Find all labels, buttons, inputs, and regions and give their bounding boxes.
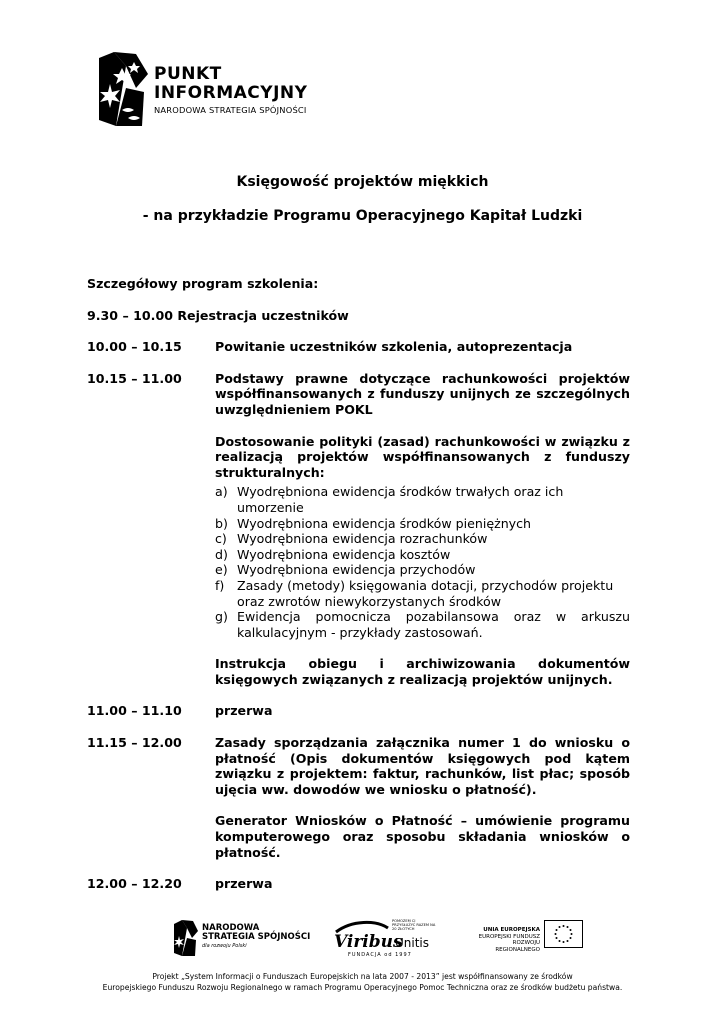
footer-note xyxy=(0,972,725,993)
nss-small-logo-icon xyxy=(172,920,200,956)
schedule-row xyxy=(87,735,630,860)
fundacja-text: FUNDACJA od 1997 xyxy=(348,952,412,958)
schedule-time: 10.15 – 11.00 xyxy=(87,370,182,386)
list-item: b) Wyodrębniona ewidencja środków pieniężnych xyxy=(215,515,532,531)
schedule-time: 12.00 – 12.20 xyxy=(87,876,182,892)
generator-text: Generator Wniosków o Płatność – umówienie programu komputerowego oraz sposobu składania wniosków o płatność. xyxy=(215,813,630,860)
list-item: g) Ewidencja pomocnicza pozabilansowa oraz w arkuszu kalkulacyjnym - przykłady zastosowań. xyxy=(215,609,630,640)
accounting-policy-text: Dostosowanie polityki (zasad) rachunkowości w związku z realizacją projektów współfinansowanych z funduszy strukturalnych: xyxy=(215,433,630,480)
logo-line-punkt: PUNKT xyxy=(154,64,222,84)
footer-note-line2: Europejskiego Funduszu Rozwoju Regionalnego w ramach Programu Operacyjnego Pomoc Techniczna oraz ze środków budżetu państwa. xyxy=(102,982,623,992)
list-item: d) Wyodrębniona ewidencja kosztów xyxy=(215,546,451,562)
schedule-time: 11.00 – 11.10 xyxy=(87,703,182,719)
list-item: f) Zasady (metody) księgowania dotacji, przychodów projektu oraz zwrotów niewykorzystanych środków xyxy=(215,577,614,609)
list-item: e) Wyodrębniona ewidencja przychodów xyxy=(215,562,476,578)
unitis-word: Unitis xyxy=(395,936,430,950)
schedule-time: 10.00 – 10.15 xyxy=(87,339,182,355)
schedule-time: 11.15 – 12.00 xyxy=(87,735,182,751)
topic-list xyxy=(215,484,630,640)
nss-small-logo-text: NARODOWA STRATEGIA SPÓJNOŚCI dla rozwoju Polski xyxy=(202,923,311,949)
punkt-informacyjny-logo xyxy=(96,52,336,127)
nss-logo-icon xyxy=(96,52,152,126)
schedule-row xyxy=(87,703,630,719)
registration-row: 9.30 – 10.00 Rejestracja uczestników xyxy=(87,307,349,323)
eu-flag-icon xyxy=(544,920,583,948)
schedule-text: Podstawy prawne dotyczące rachunkowości projektów współfinansowanych z funduszy unijnych ze szczególnych uwzględnieniem POKL xyxy=(215,370,630,417)
schedule-row xyxy=(87,371,630,688)
document-title: Księgowość projektów miękkich xyxy=(236,174,489,190)
viribus-word: Viribus xyxy=(334,932,403,952)
footer-note-line1: Projekt „System Informacji o Funduszach Europejskich na lata 2007 - 2013” jest współfinansowany ze środków xyxy=(152,972,573,981)
program-heading: Szczegółowy program szkolenia: xyxy=(87,276,319,291)
training-program xyxy=(87,276,630,908)
list-item: c) Wyodrębniona ewidencja rozrachunków xyxy=(215,531,488,547)
list-item: a) Wyodrębniona ewidencja środków trwałych oraz ich umorzenie xyxy=(215,484,564,515)
schedule-text: Powitanie uczestników szkolenia, autoprezentacja xyxy=(215,339,573,355)
footer-logos xyxy=(0,918,725,966)
schedule-text: Zasady sporządzania załącznika numer 1 do wniosku o płatność (Opis dokumentów księgowych pod kątem związku z projektem: faktur, rachunków, list płac; sposób ujęcia ww. dowodów we wniosku o płatność). xyxy=(215,735,630,797)
eu-fund-text: UNIA EUROPEJSKA EUROPEJSKI FUNDUSZ ROZWOJU REGIONALNEGO xyxy=(478,927,540,953)
viribus-tag: POMOŻEM CI PRZYSŁUŻYĆ RAZEM NA 20 ZŁOTYCH xyxy=(392,919,436,931)
document-subtitle: - na przykładzie Programu Operacyjnego Kapitał Ludzki xyxy=(142,208,583,224)
schedule-row xyxy=(87,339,630,355)
schedule-text: przerwa xyxy=(215,876,273,892)
logo-line-nss: NARODOWA STRATEGIA SPÓJNOŚCI xyxy=(154,105,307,115)
logo-line-informacyjny: INFORMACYJNY xyxy=(154,83,308,103)
archive-instruction-text: Instrukcja obiegu i archiwizowania dokumentów księgowych związanych z realizacją projektów unijnych. xyxy=(215,656,630,687)
schedule-text: przerwa xyxy=(215,703,273,719)
schedule-row xyxy=(87,876,630,892)
viribus-unitis-logo xyxy=(332,918,440,958)
